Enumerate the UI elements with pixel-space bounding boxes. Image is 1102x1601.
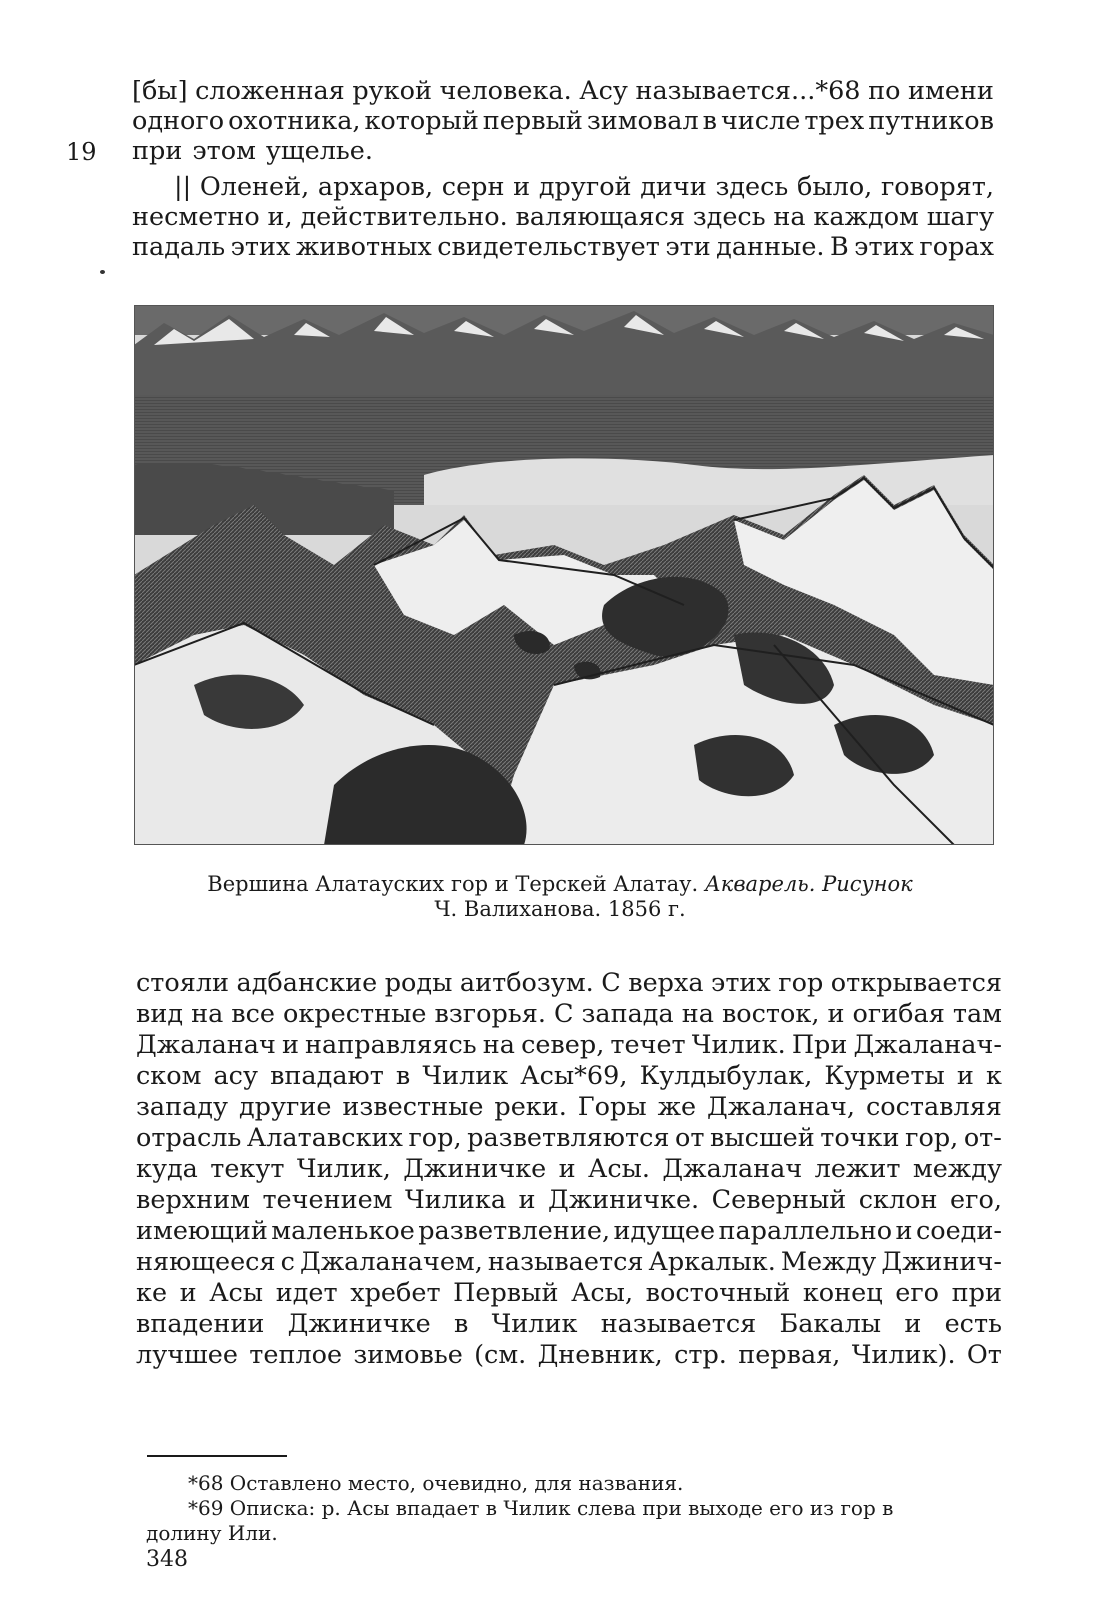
text-line <box>132 202 994 232</box>
word: С <box>553 999 574 1029</box>
word: этих <box>711 968 771 998</box>
word: Чилик <box>491 1309 578 1339</box>
word: теплое <box>249 1340 343 1370</box>
word: направляясь <box>305 1030 477 1060</box>
figure-caption-line-1 <box>120 872 1000 897</box>
word: стр. <box>674 1340 727 1370</box>
word: лежит <box>814 1154 901 1184</box>
text-line <box>136 1216 1002 1246</box>
word: горах <box>919 232 994 262</box>
word: первый <box>482 106 583 136</box>
word: гор, <box>408 1123 462 1153</box>
word: Асы*69, <box>520 1061 628 1091</box>
word: от <box>675 1123 705 1153</box>
word: стояли <box>136 968 230 998</box>
mountain-watercolor-illustration <box>134 305 994 845</box>
word: Джиничке <box>287 1309 431 1339</box>
word: хребет <box>350 1278 441 1308</box>
word: Бакалы <box>779 1309 882 1339</box>
word: валяющаяся <box>515 202 685 232</box>
word: Чилик. <box>691 1030 786 1060</box>
word: этих <box>230 232 291 262</box>
word: другой <box>538 172 632 202</box>
text-line <box>136 1278 1002 1308</box>
word: разветвляются <box>467 1123 670 1153</box>
word: север, <box>521 1030 605 1060</box>
word: Кулдыбулак, <box>639 1061 813 1091</box>
text-line <box>132 76 994 106</box>
word: асу <box>213 1061 258 1091</box>
text-line <box>136 1061 1002 1091</box>
word: Джаланач, <box>707 1092 856 1122</box>
word: все <box>231 999 276 1029</box>
word: гор <box>778 968 824 998</box>
word: (см. <box>474 1340 527 1370</box>
word: Джаланач <box>136 1030 276 1060</box>
word: Первый <box>453 1278 559 1308</box>
word: высшей <box>710 1123 815 1153</box>
word: имени <box>908 76 994 106</box>
word: зимовал <box>586 106 699 136</box>
word: точки <box>820 1123 900 1153</box>
word: впадении <box>136 1309 265 1339</box>
word: С <box>601 968 621 998</box>
text-line <box>136 1154 1002 1184</box>
word: Асы. <box>588 1154 651 1184</box>
word: и <box>827 999 845 1029</box>
word: роды <box>384 968 453 998</box>
word: и <box>956 1061 974 1091</box>
word: говорят, <box>880 172 994 202</box>
word: впадают <box>270 1061 384 1091</box>
word: Между <box>780 1247 877 1277</box>
word: здесь <box>715 172 789 202</box>
word: Асу <box>579 76 628 106</box>
word: называется...*68 <box>635 76 861 106</box>
word: Джаланач- <box>853 1030 1002 1060</box>
word: || <box>174 172 192 202</box>
word: одного <box>132 106 225 136</box>
word: и <box>558 1154 576 1184</box>
text-line <box>132 136 994 166</box>
word: верхним <box>136 1185 250 1215</box>
word: по <box>868 76 901 106</box>
word: Джаланачем, <box>299 1247 483 1277</box>
word: В <box>829 232 849 262</box>
footnote-rule <box>147 1455 287 1457</box>
text-line <box>136 1340 1002 1370</box>
word: его <box>895 1278 940 1308</box>
word: трех <box>804 106 865 136</box>
word: называется <box>487 1247 644 1277</box>
word: Чилик). <box>851 1340 956 1370</box>
text-line <box>174 172 994 202</box>
word: при <box>132 136 183 166</box>
word: этом <box>192 136 256 166</box>
word: эти <box>665 232 711 262</box>
word: и, <box>267 202 293 232</box>
word: конец <box>802 1278 883 1308</box>
word: Джиничке <box>403 1154 547 1184</box>
word: адбанские <box>236 968 378 998</box>
word: человека. <box>439 76 572 106</box>
word: с <box>280 1247 295 1277</box>
word: течет <box>610 1030 686 1060</box>
word: Чилик, <box>296 1154 391 1184</box>
word: текут <box>210 1154 285 1184</box>
word: склон <box>858 1185 938 1215</box>
word: огибая <box>852 999 945 1029</box>
word: который <box>364 106 479 136</box>
word: шагу <box>926 202 994 232</box>
word: есть <box>944 1309 1002 1339</box>
word: Северный <box>711 1185 847 1215</box>
word: Алатавских <box>246 1123 403 1153</box>
footnote-69-continued: долину Или. <box>146 1521 278 1545</box>
word: между <box>912 1154 1002 1184</box>
word: реки. <box>494 1092 567 1122</box>
word: Джинич- <box>881 1247 1002 1277</box>
word: несметно <box>132 202 260 232</box>
word: при <box>951 1278 1002 1308</box>
text-line <box>136 1247 1002 1277</box>
text-line <box>136 1092 1002 1122</box>
word: действительно. <box>300 202 508 232</box>
word: здесь <box>692 202 766 232</box>
word: в <box>395 1061 411 1091</box>
word: восток, <box>721 999 820 1029</box>
text-line <box>136 1309 1002 1339</box>
word: там <box>952 999 1002 1029</box>
word: свидетельствует <box>437 232 660 262</box>
word: няющееся <box>136 1247 276 1277</box>
word: разветвление, <box>418 1216 611 1246</box>
word: его, <box>950 1185 1002 1215</box>
word: аитбозум. <box>459 968 594 998</box>
word: на <box>191 999 224 1029</box>
word: параллельно <box>718 1216 893 1246</box>
word: зимовье <box>353 1340 463 1370</box>
word: имеющий <box>136 1216 268 1246</box>
word: дичи <box>640 172 707 202</box>
word: гор, <box>905 1123 959 1153</box>
word: Аркалык. <box>648 1247 776 1277</box>
word: ском <box>136 1061 202 1091</box>
page-number: 348 <box>146 1547 188 1572</box>
word: течением <box>262 1185 393 1215</box>
word: соеди- <box>915 1216 1002 1246</box>
text-line <box>136 999 1002 1029</box>
text-line <box>132 232 994 262</box>
word: от- <box>963 1123 1002 1153</box>
footnote-68: *68 Оставлено место, очевидно, для названия. <box>188 1471 684 1495</box>
word: Асы <box>209 1278 264 1308</box>
word: называется <box>600 1309 757 1339</box>
caption-italic: Акварель. Рисунок <box>704 872 913 896</box>
word: Горы <box>577 1092 647 1122</box>
word: животных <box>295 232 432 262</box>
word: Чилик <box>422 1061 509 1091</box>
margin-line-number: 19 <box>66 138 97 166</box>
word: охотника, <box>228 106 361 136</box>
word: и <box>904 1309 922 1339</box>
word: и <box>513 172 531 202</box>
caption-plain: Вершина Алатауских гор и Терскей Алатау. <box>207 872 699 896</box>
word: Джиничке. <box>547 1185 700 1215</box>
word: и <box>281 1030 299 1060</box>
word: Курметы <box>824 1061 945 1091</box>
text-line <box>132 106 994 136</box>
word: числе <box>720 106 801 136</box>
word: верха <box>628 968 704 998</box>
word: архаров, <box>317 172 434 202</box>
word: было, <box>796 172 873 202</box>
word: серн <box>441 172 505 202</box>
text-line <box>136 1123 1002 1153</box>
word: запада <box>581 999 674 1029</box>
word: Джаланач <box>662 1154 803 1184</box>
word: сложенная <box>195 76 345 106</box>
word: путников <box>868 106 994 136</box>
word: же <box>657 1092 697 1122</box>
figure-caption-line-2: Ч. Валиханова. 1856 г. <box>434 897 686 921</box>
word: маленькое <box>271 1216 415 1246</box>
footnote-69: *69 Описка: р. Асы впадает в Чилик слева при выходе его из гор в <box>188 1496 894 1520</box>
word: и <box>179 1278 197 1308</box>
word: [бы] <box>132 76 188 106</box>
word: на <box>681 999 714 1029</box>
word: на <box>482 1030 515 1060</box>
word: идущее <box>613 1216 716 1246</box>
word: Асы, <box>571 1278 634 1308</box>
word: и <box>518 1185 536 1215</box>
word: этих <box>854 232 914 262</box>
word: взгорья. <box>434 999 546 1029</box>
word: открывается <box>830 968 1002 998</box>
word: составляя <box>865 1092 1002 1122</box>
word: к <box>985 1061 1002 1091</box>
word: вид <box>136 999 184 1029</box>
word: в <box>702 106 717 136</box>
word: лучшее <box>136 1340 238 1370</box>
word: рукой <box>352 76 432 106</box>
word: данные. <box>716 232 825 262</box>
text-line <box>136 1185 1002 1215</box>
word: известные <box>342 1092 484 1122</box>
mountain-watercolor-figure <box>134 305 994 845</box>
word: падаль <box>132 232 226 262</box>
word: и <box>895 1216 913 1246</box>
word: каждом <box>813 202 919 232</box>
print-speck <box>100 270 105 274</box>
word: Оленей, <box>199 172 310 202</box>
text-line <box>136 1030 1002 1060</box>
text-line <box>136 968 1002 998</box>
word: первая, <box>738 1340 841 1370</box>
word: другие <box>238 1092 332 1122</box>
word: При <box>791 1030 848 1060</box>
word: куда <box>136 1154 198 1184</box>
word: в <box>453 1309 469 1339</box>
word: ке <box>136 1278 168 1308</box>
word: на <box>773 202 806 232</box>
word: идет <box>275 1278 338 1308</box>
word: Дневник, <box>537 1340 663 1370</box>
word: От <box>966 1340 1002 1370</box>
word: восточный <box>645 1278 791 1308</box>
word: Чилика <box>405 1185 507 1215</box>
word: окрестные <box>283 999 427 1029</box>
word: отрасль <box>136 1123 242 1153</box>
word: западу <box>136 1092 229 1122</box>
word: ущелье. <box>265 136 373 166</box>
